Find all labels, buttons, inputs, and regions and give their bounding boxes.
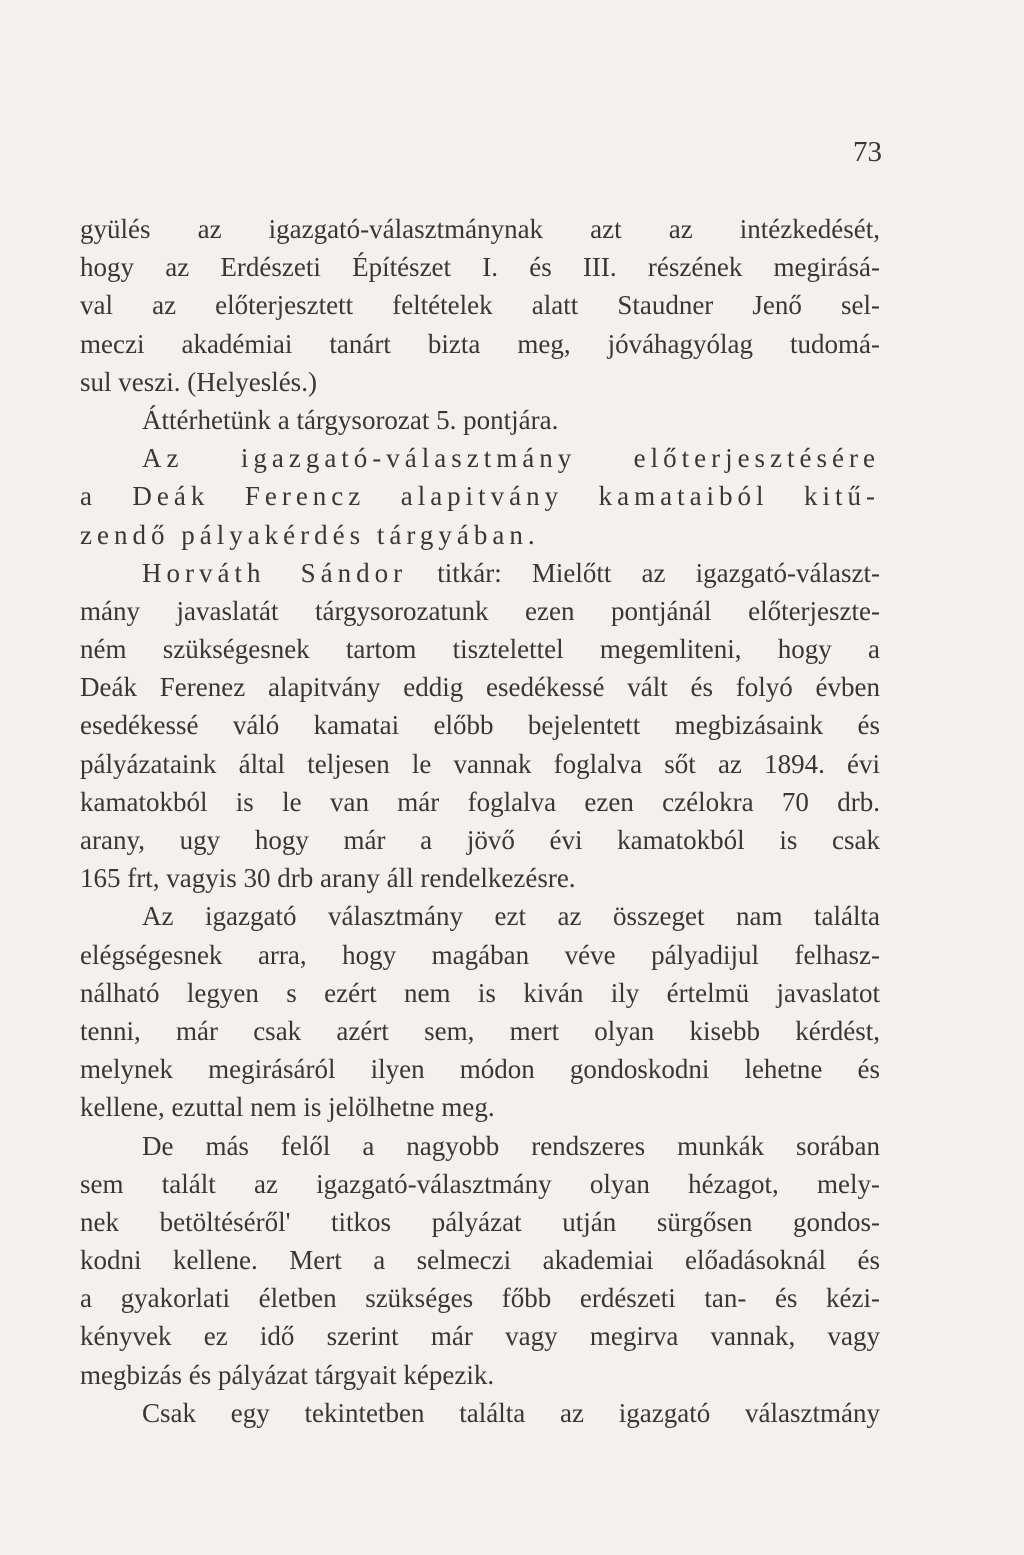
speaker-line <box>80 554 880 592</box>
text-line: mány javaslatát tárgysorozatunk ezen pontjánál előterjeszte- <box>80 595 880 626</box>
speaker-text: titkár: Mielőtt az igazgató-választ- <box>407 557 880 588</box>
text-line: ném szükségesnek tartom tisztelettel megemliteni, hogy a <box>80 634 880 665</box>
text-line: arany, ugy hogy már a jövő évi kamatokból is csak <box>80 825 880 855</box>
page-number: 73 <box>853 136 882 168</box>
text-line: meczi akadémiai tanárt bizta meg, jóváhagyólag tudomá- <box>80 328 880 359</box>
text-line: elégségesnek arra, hogy magában véve pályadijul felhasz- <box>80 939 880 970</box>
section-heading-line: zendő pályakérdés tárgyában. <box>80 519 540 550</box>
text-line: kellene, ezuttal nem is jelölhetne meg. <box>80 1092 495 1123</box>
text-line: kamatokból is le van már foglalva ezen czélokra 70 drb. <box>80 786 880 817</box>
text-line: pályázataink által teljesen le vannak foglalva sőt az 1894. évi <box>80 748 880 779</box>
text-line: Az igazgató választmány ezt az összeget nam találta <box>142 901 880 932</box>
section-heading-line: a Deák Ferencz alapitvány kamataiból kitű- <box>80 481 880 512</box>
section-heading-line: Az igazgató-választmány előterjesztésére <box>142 443 880 474</box>
text-line: sem talált az igazgató-választmány olyan hézagot, mely- <box>80 1168 880 1199</box>
text-line: esedékessé váló kamatai előbb bejelentett megbizásaink és <box>80 710 880 741</box>
text-line: tenni, már csak azért sem, mert olyan kisebb kérdést, <box>80 1015 880 1046</box>
text-line: Áttérhetünk a tárgysorozat 5. pontjára. <box>142 404 559 435</box>
text-line: a gyakorlati életben szükséges főbb erdészeti tan- és kézi- <box>80 1283 880 1314</box>
text-line: val az előterjesztett feltételek alatt Staudner Jenő sel- <box>80 290 880 321</box>
text-line: nálható legyen s ezért nem is kiván ily értelmü javaslatot <box>80 977 880 1008</box>
body-text <box>80 210 880 1432</box>
text-line: nek betöltéséről' titkos pályázat utján sürgősen gondos- <box>80 1206 880 1237</box>
text-line: Csak egy tekintetben találta az igazgató választmány <box>142 1397 880 1428</box>
text-line: gyülés az igazgató-választmánynak azt az intézkedését, <box>80 214 880 244</box>
text-line: melynek megirásáról ilyen módon gondoskodni lehetne és <box>80 1054 880 1085</box>
text-line: kodni kellene. Mert a selmeczi akademiai előadásoknál és <box>80 1245 880 1276</box>
text-line: hogy az Erdészeti Építészet I. és III. részének megirásá- <box>80 252 880 283</box>
text-line: megbizás és pályázat tárgyait képezik. <box>80 1359 495 1390</box>
speaker-name: Horváth Sándor <box>142 557 408 588</box>
text-line: Deák Ferenez alapitvány eddig esedékessé vált és folyó évben <box>80 672 880 703</box>
text-line: De más felől a nagyobb rendszeres munkák sorában <box>142 1130 880 1161</box>
text-line: kényvek ez idő szerint már vagy megirva vannak, vagy <box>80 1321 880 1352</box>
text-line: sul veszi. (Helyeslés.) <box>80 366 317 397</box>
text-line: 165 frt, vagyis 30 drb arany áll rendelkezésre. <box>80 863 576 894</box>
